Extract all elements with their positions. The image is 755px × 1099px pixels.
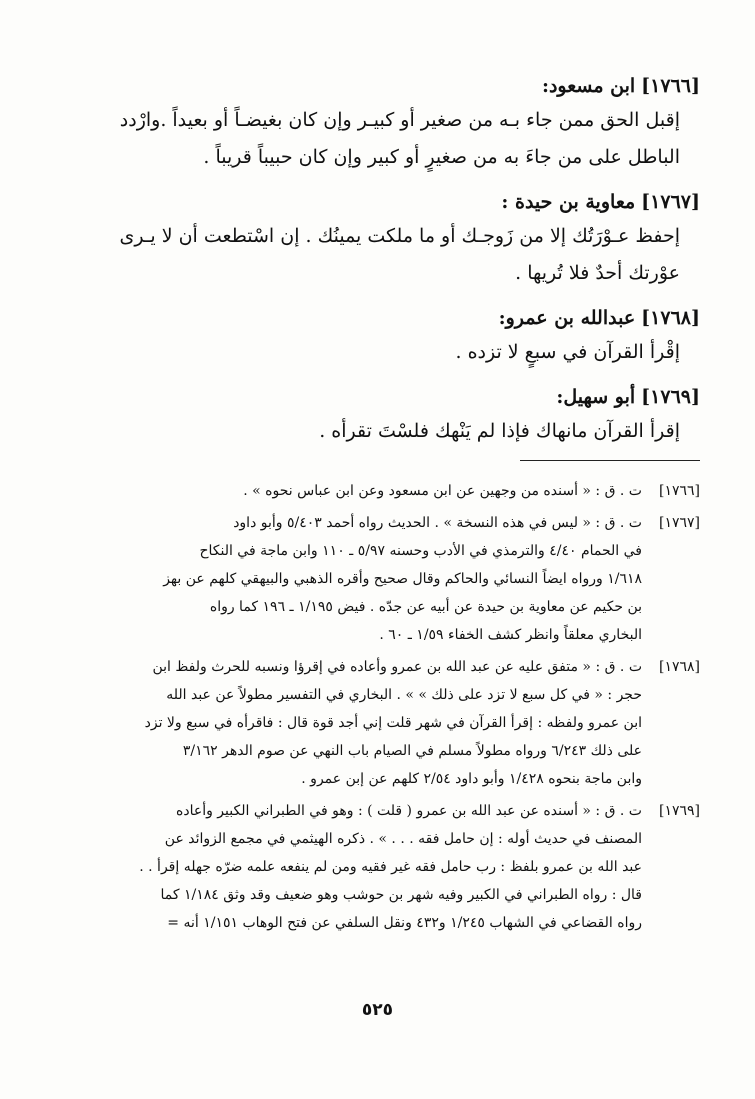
footnote-line: ت . ق : « أسنده من وجهين عن ابن مسعود وعن ابن عباس نحوه » . [243, 483, 642, 499]
footnote-1769 [80, 797, 700, 937]
entry-heading [80, 381, 700, 413]
footnote-number: [١٧٦٨] [658, 659, 700, 675]
narrator-name: معاوية بن حيدة : [501, 191, 636, 213]
footnote-line: بن حكيم عن معاوية بن حيدة عن أبيه عن جدّه . فيض ١/١٩٥ ـ ١٩٦ كما رواه [209, 599, 642, 615]
text-line: إقرأ القرآن مانهاك فإذا لم يَنْهك فلسْتَ تقرأه . [319, 420, 680, 442]
footnote-line: ت . ق : « متفق عليه عن عبد الله بن عمرو وأعاده في إقرؤا ونسبه للحرث ولفظ ابن [152, 659, 642, 675]
footnote-text [80, 509, 642, 649]
hadith-entry-1768 [80, 302, 700, 371]
footnote-line: في الحمام ٤/٤٠ والترمذي في الأدب وحسنه ٥/٩٧ ـ ١١٠ وابن ماجة في النكاح [199, 543, 642, 559]
footnote-line: ت . ق : « ليس في هذه النسخة » . الحديث رواه أحمد ٥/٤٠٣ وأبو داود [233, 515, 642, 531]
footnote-number: [١٧٦٧] [658, 515, 700, 531]
entry-number: [١٧٦٧] [641, 191, 700, 213]
text-line: إقبل الحق ممن جاء بـه من صغير أو كبيـر وإن كان بغيضـاً أو بعيداً .وارْدد [119, 109, 680, 131]
footnote-line: وابن ماجة بنحوه ١/٤٢٨ وأبو داود ٢/٥٤ كلهم عن إبن عمرو . [301, 771, 642, 787]
text-line: الباطل على من جاءَ به من صغيرٍ أو كبير وإن كان حبيباً قريباً . [203, 146, 680, 168]
footnote-line: حجر : « في كل سبع لا تزد على ذلك » » . البخاري في التفسير مطولاً عن عبد الله [166, 687, 642, 703]
footnote-line: ١/٦١٨ ورواه ايضاً النسائي والحاكم وقال صحيح وأقره الذهبي والبيهقي كلهم عن بهز [163, 571, 642, 587]
footnote-1767 [80, 509, 700, 649]
footnote-line: ت . ق : « أسنده عن عبد الله بن عمرو ( قلت ) : وهو في الطبراني الكبير وأعاده [176, 803, 642, 819]
text-line: إقْرأ القرآن في سبعٍ لا تزده . [455, 341, 680, 363]
footnote-line: المصنف في حديث أوله : إن حامل فقه . . . » . ذكره الهيثمي في مجمع الزوائد عن [164, 831, 642, 847]
footnote-line: البخاري معلقاً وانظر كشف الخفاء ١/٥٩ ـ ٦٠ . [379, 627, 642, 643]
book-page [80, 70, 700, 941]
hadith-entry-1767 [80, 186, 700, 292]
hadith-text [80, 413, 700, 450]
entry-number: [١٧٦٦] [641, 75, 700, 97]
hadith-text [80, 102, 700, 176]
hadith-text [80, 334, 700, 371]
footnote-1768 [80, 653, 700, 793]
footnote-line: رواه القضاعي في الشهاب ١/٢٤٥ و٤٣٢ ونقل السلفي عن فتح الوهاب ١/١٥١ أنه = [167, 915, 642, 931]
footnote-line: على ذلك ٦/٢٤٣ ورواه مطولاً مسلم في الصيام باب النهي عن صوم الدهر ٣/١٦٢ [182, 743, 642, 759]
entry-number: [١٧٦٨] [641, 307, 700, 329]
footnote-number: [١٧٦٩] [658, 803, 700, 819]
narrator-name: عبدالله بن عمرو: [498, 307, 636, 329]
entry-number: [١٧٦٩] [641, 386, 700, 408]
entry-heading [80, 186, 700, 218]
footnote-line: عبد الله بن عمرو بلفظ : رب حامل فقه غير فقيه ومن لم ينفعه علمه ضرّه جهله إقرأ . . [139, 859, 642, 875]
text-line: عوْرتك أحدٌ فلا تُريها . [515, 262, 680, 284]
footnote-divider [520, 460, 700, 461]
footnote-text [80, 797, 642, 937]
footnote-text [80, 653, 642, 793]
hadith-entry-1769 [80, 381, 700, 450]
entry-heading [80, 70, 700, 102]
narrator-name: ابن مسعود: [541, 75, 636, 97]
footnote-1766 [80, 477, 700, 505]
hadith-text [80, 218, 700, 292]
page-number: ٥٢٥ [361, 1000, 394, 1020]
footnote-line: قال : رواه الطبراني في الكبير وفيه شهر بن حوشب وهو ضعيف وقد وثق ١/١٨٤ كما [160, 887, 642, 903]
footnote-number: [١٧٦٦] [658, 483, 700, 499]
narrator-name: أبو سهيل: [556, 386, 636, 408]
hadith-entry-1766 [80, 70, 700, 176]
footnote-text [80, 477, 642, 505]
footnotes [80, 477, 700, 937]
footnote-line: ابن عمرو ولفظه : إقرأ القرآن في شهر قلت إني أجد قوة قال : فاقرأه في سبع ولا تزد [144, 715, 642, 731]
entry-heading [80, 302, 700, 334]
text-line: إحفظ عـوْرَتُك إلا من زَوجـك أو ما ملكت يمينُك . إن اسْتطعت أن لا يـرى [119, 225, 680, 247]
